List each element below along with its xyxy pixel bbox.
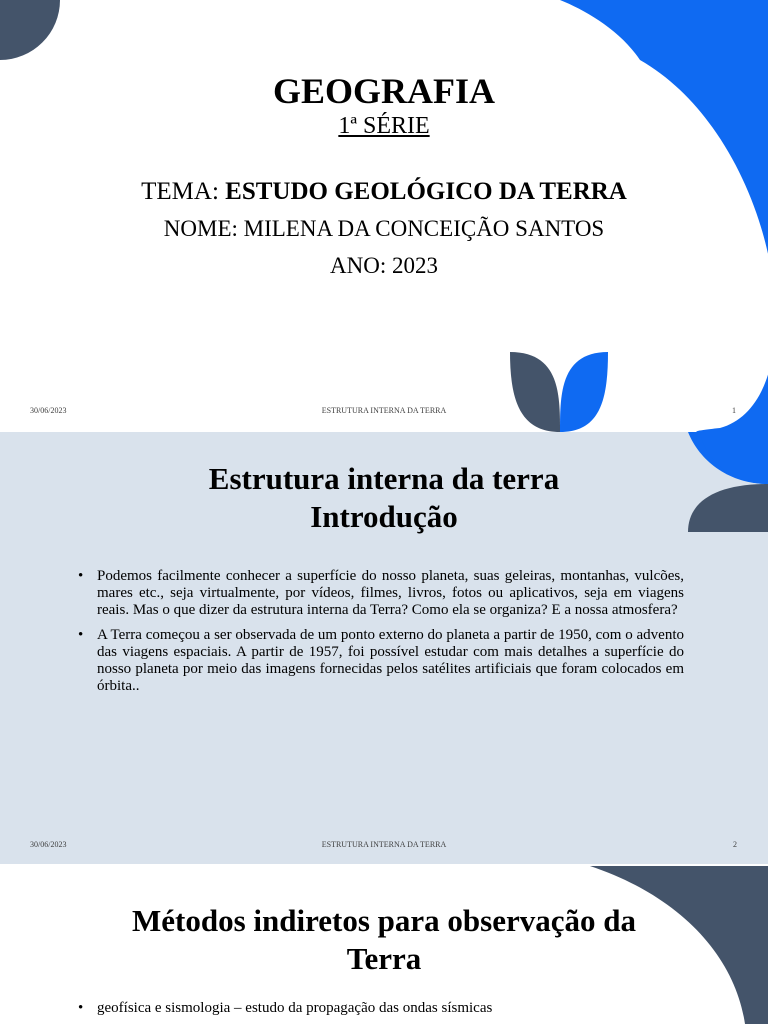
bullet-dot-icon: • <box>78 568 84 584</box>
slide-3-bullet-list <box>78 1000 684 1024</box>
slide-2-bullet-list <box>78 568 684 703</box>
slide-2-title <box>0 460 768 536</box>
slide-2-footer-date: 30/06/2023 <box>30 840 67 849</box>
tema-value: ESTUDO GEOLÓGICO DA TERRA <box>225 178 627 205</box>
bullet-dot-icon: • <box>78 1000 84 1016</box>
slide-3-title-line-2: Terra <box>346 941 422 976</box>
slide-2-footer-center: ESTRUTURA INTERNA DA TERRA <box>321 840 447 849</box>
slide-1-tema <box>0 178 768 206</box>
slide-1-ano: ANO: 2023 <box>330 253 438 278</box>
slide-2 <box>0 432 768 864</box>
slide-1-footer-center: ESTRUTURA INTERNA DA TERRA <box>321 406 447 415</box>
corner-circle-shape <box>0 0 60 60</box>
slide-1-title: GEOGRAFIA <box>272 71 495 111</box>
bullet-dot-icon: • <box>78 627 84 643</box>
list-item: • geofísica e sismologia – estudo da propagação das ondas sísmicas <box>78 1000 493 1016</box>
slide-1-footer-page: 1 <box>732 406 736 415</box>
slide-2-footer-page: 2 <box>733 840 737 849</box>
slide-1-footer-date: 30/06/2023 <box>30 406 67 415</box>
tema-label: TEMA: <box>141 178 226 205</box>
slide-3 <box>0 866 768 1024</box>
list-item: • A Terra começou a ser observada de um ponto externo do planeta a partir de 1950, com o advento das viagens espaciais. A partir de 1957, foi possível estudar com mais detalhes a superfície do nosso planeta por meio das imagens fornecidas pelos satélites artificiais que foram colocados em órbita.. <box>78 627 684 694</box>
leaf-right-shape <box>560 352 608 432</box>
slide-1 <box>0 0 768 432</box>
slide-3-title-line-1: Métodos indiretos para observação da <box>131 903 637 938</box>
leaf-left-shape <box>510 352 560 432</box>
slide-2-title-line-2: Introdução <box>310 499 458 534</box>
slide-1-serie: 1ª SÉRIE <box>338 113 430 139</box>
slide-3-title <box>0 902 768 978</box>
slide-2-title-line-1: Estrutura interna da terra <box>208 461 560 496</box>
list-item: • Podemos facilmente conhecer a superfície do nosso planeta, suas geleiras, montanhas, vulcões, mares etc., seja virtualmente, por vídeos, filmes, livros, fotos ou aplicativos, seja em viagens reais. Mas o que dizer da estrutura interna da Terra? Como ela se organiza? E a nossa atmosfera? <box>78 568 684 618</box>
slide-1-nome: NOME: MILENA DA CONCEIÇÃO SANTOS <box>163 216 605 241</box>
